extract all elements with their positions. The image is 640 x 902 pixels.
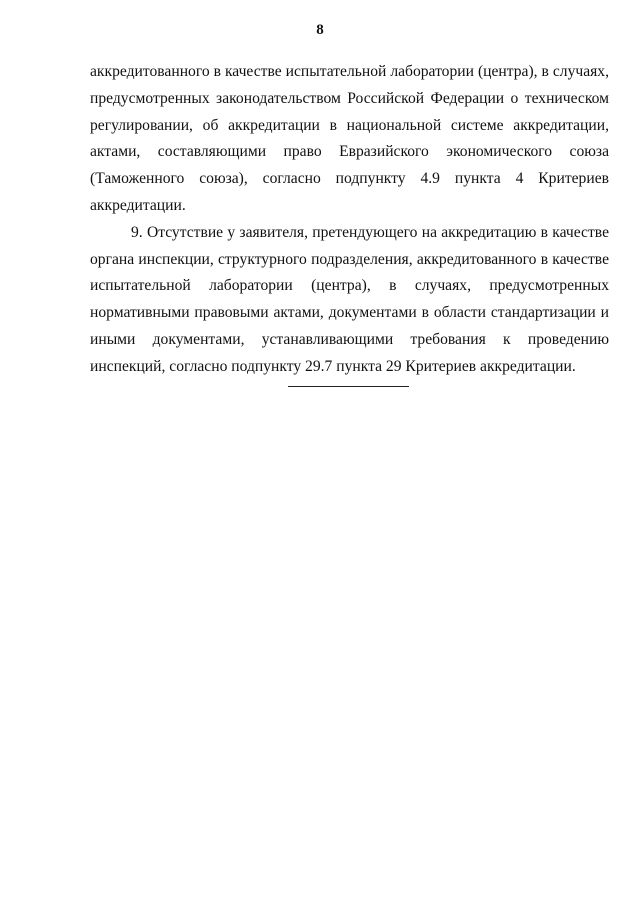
paragraph-item-9: 9. Отсутствие у заявителя, претендующего на аккредитацию в качестве органа инспекции, структурного подразделения, аккредитованного в качестве испытательной лаборатории (центра), в случаях, предусмотренных нормативными правовыми актами, документами в области стандартизации и иными документами, устанавливающими требования к проведению инспекций, согласно подпункту 29.7 пункта 29 Критериев аккредитации. [90, 223, 609, 375]
page-number: 8 [316, 22, 324, 38]
end-of-document-rule [288, 386, 409, 387]
document-body [90, 59, 609, 381]
paragraph-continued: аккредитованного в качестве испытательной лаборатории (центра), в случаях, предусмотренных законодательством Российской Федерации о техническом регулировании, об аккредитации в национальной системе аккредитации, актами, составляющими право Евразийского экономического союза (Таможенного союза), согласно подпункту 4.9 пункта 4 Критериев аккредитации. [90, 63, 609, 214]
